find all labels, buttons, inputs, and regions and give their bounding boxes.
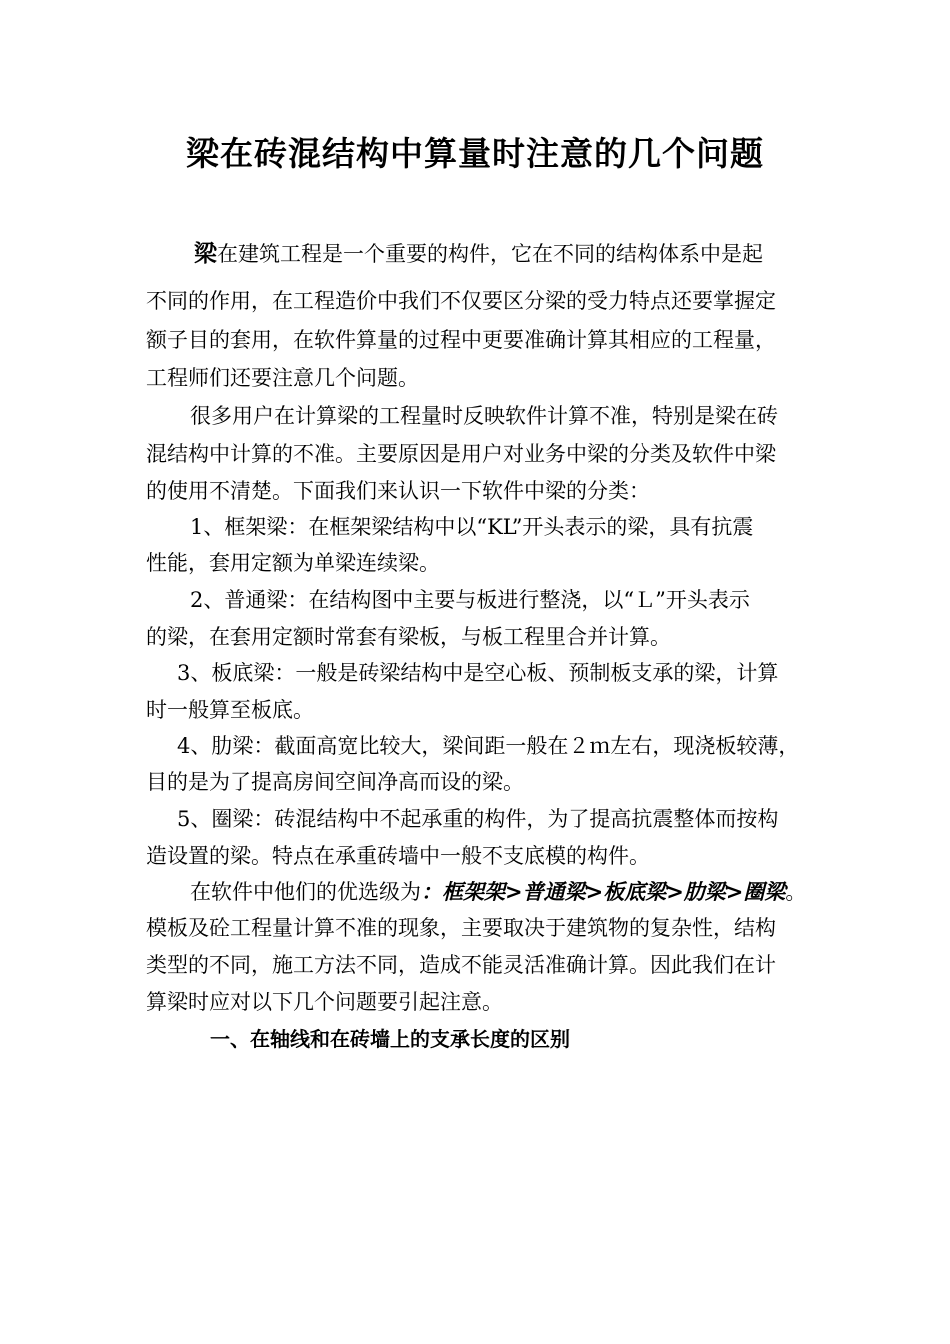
para3-line-1: 在软件中他们的优选级为：框架架>普通梁>板底梁>肋梁>圈梁。 bbox=[190, 880, 807, 904]
intro-line-1: 梁在建筑工程是一个重要的构件，它在不同的结构体系中是起 bbox=[194, 241, 763, 267]
intro-line-3: 额子目的套用，在软件算量的过程中更要准确计算其相应的工程量， bbox=[146, 328, 776, 352]
item2-line-2: 的梁，在套用定额时常套有梁板，与板工程里合并计算。 bbox=[146, 625, 671, 649]
intro-line-4: 工程师们还要注意几个问题。 bbox=[146, 366, 419, 390]
section-heading-1: 一、在轴线和在砖墙上的支承长度的区别 bbox=[210, 1027, 570, 1051]
para3-line-4: 算梁时应对以下几个问题要引起注意。 bbox=[146, 990, 503, 1014]
intro-lead-char: 梁 bbox=[194, 241, 217, 267]
item1-line-1: 1、框架梁：在框架梁结构中以“KL”开头表示的梁，具有抗震 bbox=[190, 515, 754, 539]
intro-line-2: 不同的作用，在工程造价中我们不仅要区分梁的受力特点还要掌握定 bbox=[146, 289, 776, 313]
para2-line-2: 混结构中计算的不准。主要原因是用户对业务中梁的分类及软件中梁 bbox=[146, 442, 776, 466]
para3-line-2: 模板及砼工程量计算不准的现象，主要取决于建筑物的复杂性，结构 bbox=[146, 916, 776, 940]
para2-line-1: 很多用户在计算梁的工程量时反映软件计算不准，特别是梁在砖 bbox=[190, 404, 778, 428]
item2-line-1: 2、普通梁：在结构图中主要与板进行整浇，以“Ｌ”开头表示 bbox=[190, 588, 750, 612]
item4-line-2: 目的是为了提高房间空间净高而设的梁。 bbox=[146, 770, 524, 794]
item3-line-2: 时一般算至板底。 bbox=[146, 698, 314, 722]
document-title: 梁在砖混结构中算量时注意的几个问题 bbox=[186, 134, 764, 173]
item1-line-2: 性能，套用定额为单梁连续梁。 bbox=[146, 551, 440, 575]
priority-order: ：框架架>普通梁>板底梁>肋梁>圈梁 bbox=[421, 880, 786, 904]
item5-line-2: 造设置的梁。特点在承重砖墙中一般不支底模的构件。 bbox=[146, 844, 650, 868]
item4-line-1: 4、肋梁：截面高宽比较大，梁间距一般在２ｍ左右，现浇板较薄， bbox=[177, 734, 800, 758]
item5-line-1: 5、圈梁：砖混结构中不起承重的构件，为了提高抗震整体而按构 bbox=[177, 807, 779, 831]
para2-line-3: 的使用不清楚。下面我们来认识一下软件中梁的分类： bbox=[146, 479, 650, 503]
para3-line-3: 类型的不同，施工方法不同，造成不能灵活准确计算。因此我们在计 bbox=[146, 953, 776, 977]
item3-line-1: 3、板底梁：一般是砖梁结构中是空心板、预制板支承的梁，计算 bbox=[177, 661, 779, 685]
